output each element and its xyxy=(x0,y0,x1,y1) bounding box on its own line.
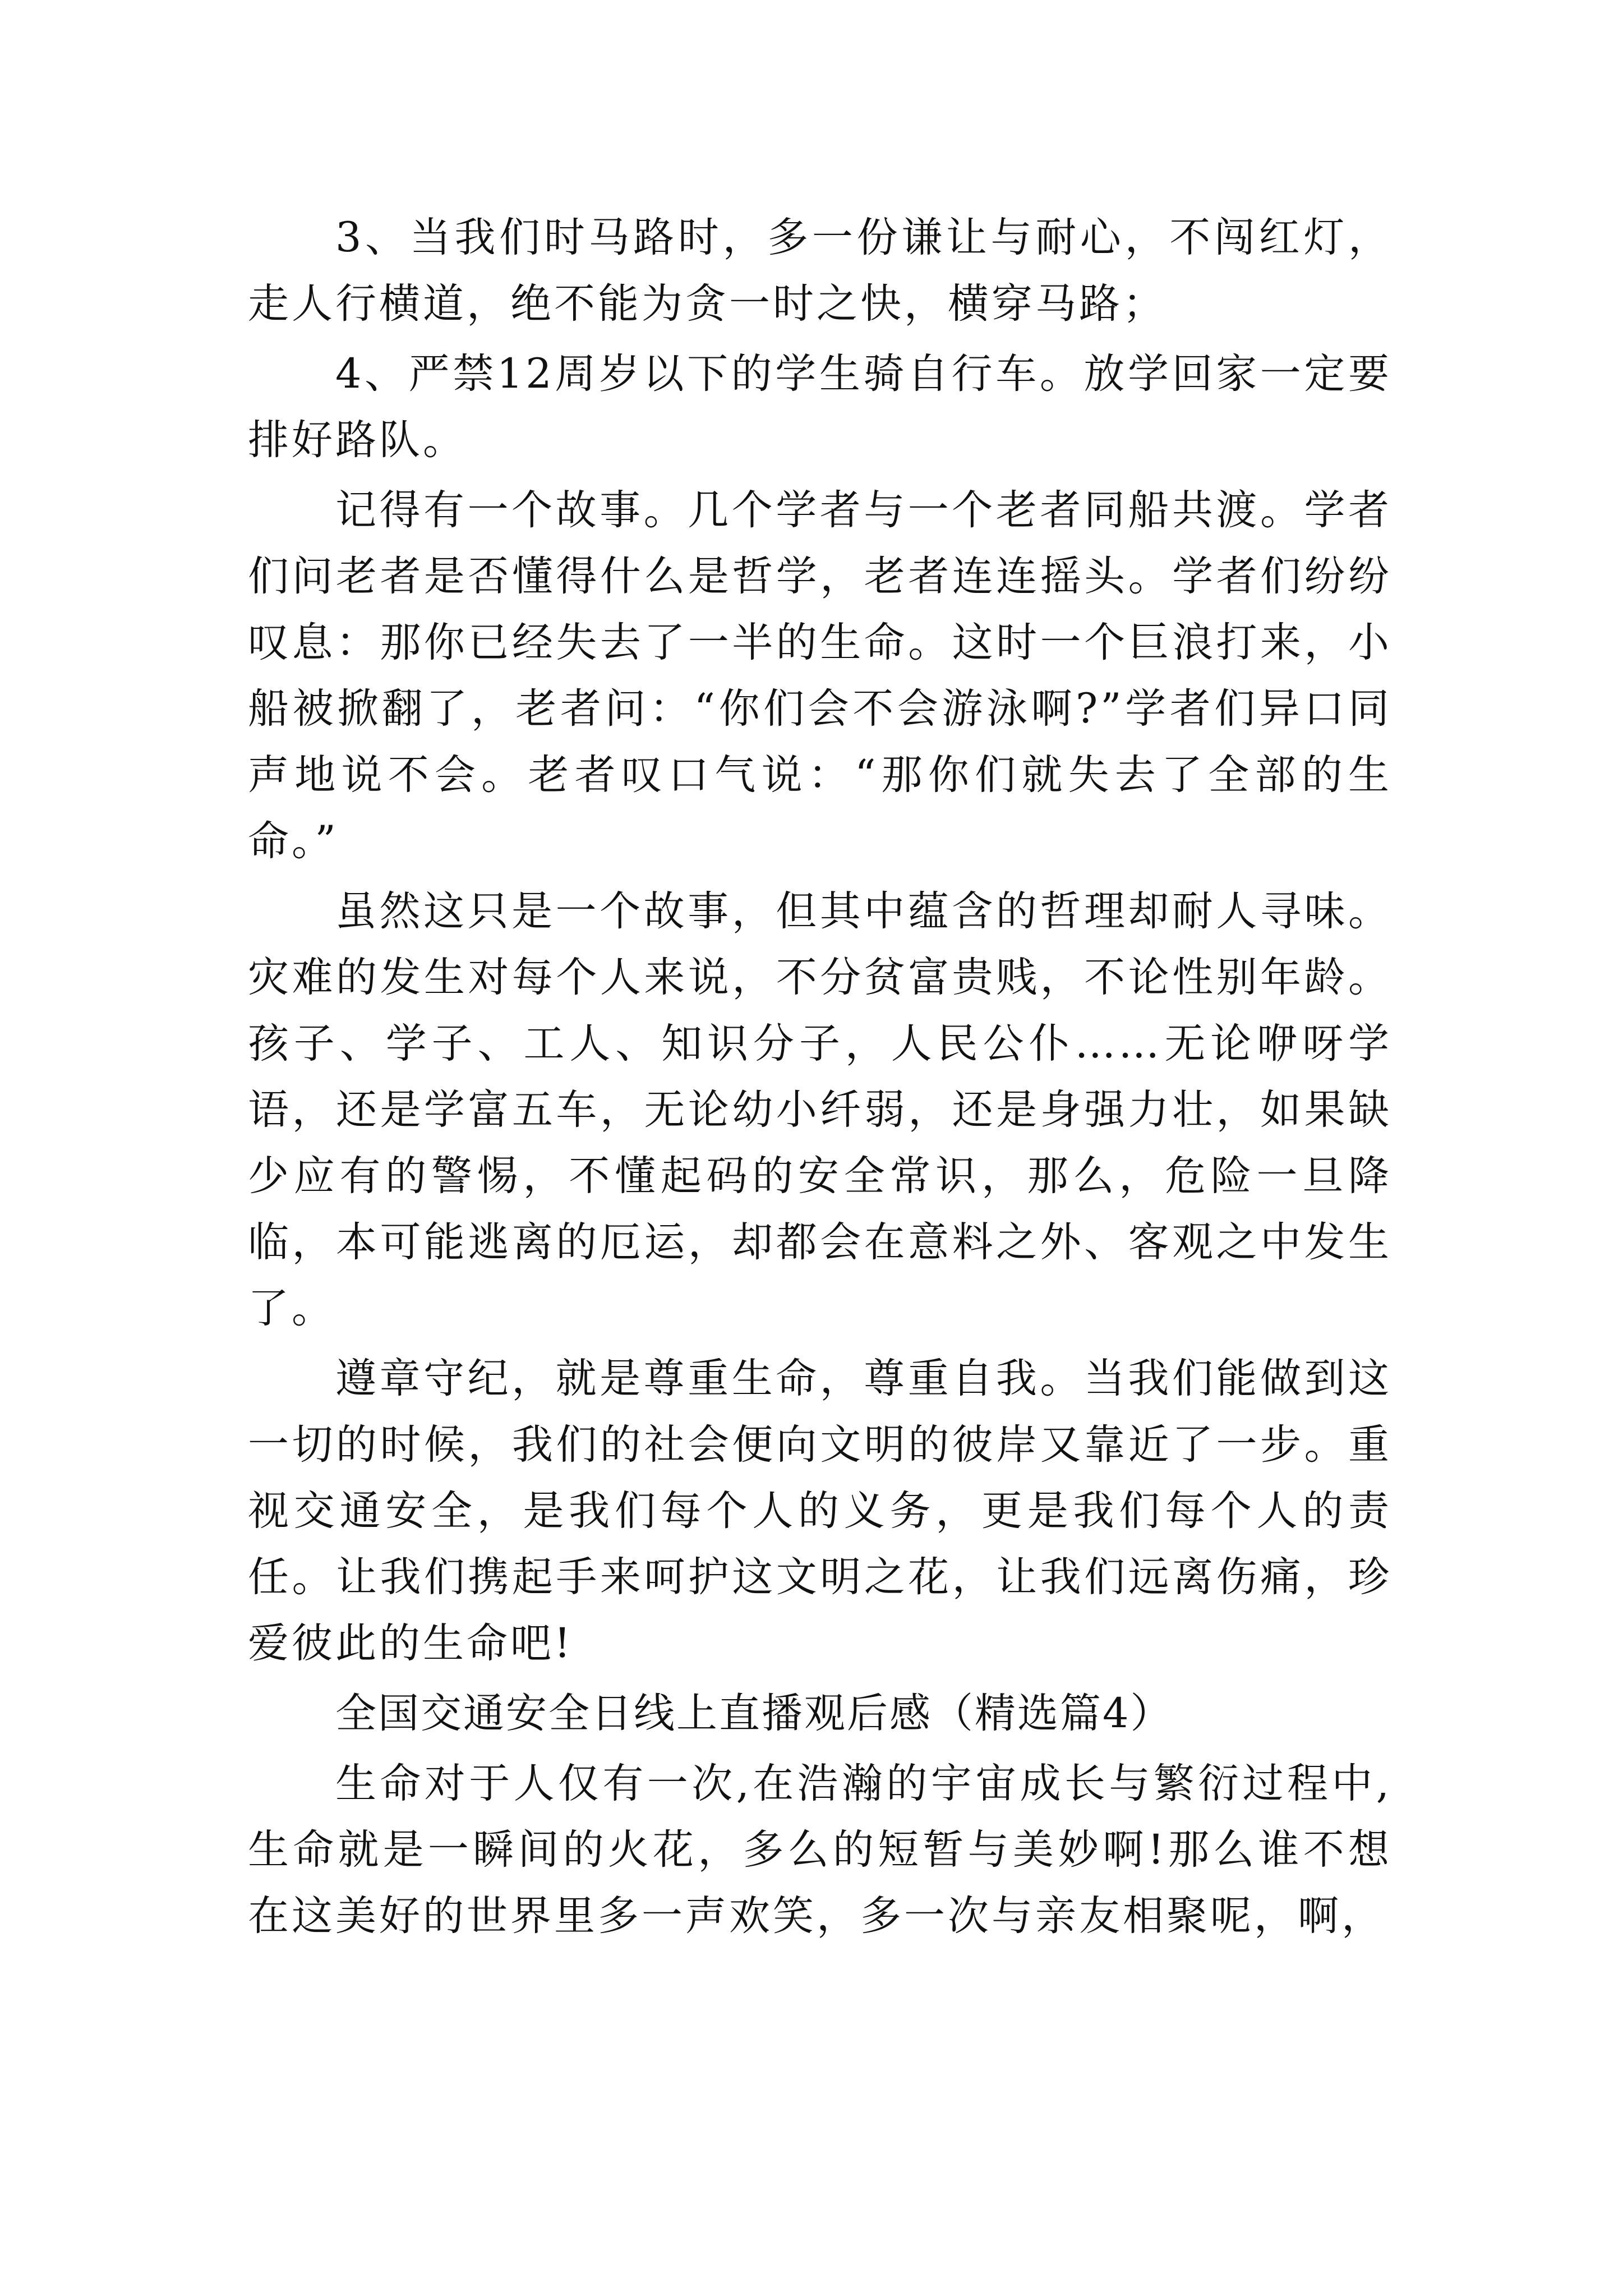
paragraph-rule-4: 4、严禁12周岁以下的学生骑自行车。放学回家一定要排好路队。 xyxy=(248,350,1392,464)
paragraph-story: 记得有一个故事。几个学者与一个老者同船共渡。学者们问老者是否懂得什么是哲学，老者连连摇头。学者们纷纷叹息：那你已经失去了一半的生命。这时一个巨浪打来，小船被掀翻了，老者问：“你们会不会游泳啊?”学者们异口同声地说不会。老者叹口气说：“那你们就失去了全部的生命。” xyxy=(248,486,1392,865)
paragraph-conclusion: 遵章守纪，就是尊重生命，尊重自我。当我们能做到这一切的时候，我们的社会便向文明的彼岸又靠近了一步。重视交通安全，是我们每个人的义务，更是我们每个人的责任。让我们携起手来呵护这文明之花，让我们远离伤痛，珍爱彼此的生命吧! xyxy=(248,1355,1392,1667)
document-body xyxy=(248,205,1392,1953)
paragraph-life: 生命对于人仅有一次,在浩瀚的宇宙成长与繁衍过程中,生命就是一瞬间的火花，多么的短暂与美妙啊!那么谁不想在这美好的世界里多一声欢笑，多一次与亲友相聚呢，啊， xyxy=(248,1760,1392,1940)
section-heading: 全国交通安全日线上直播观后感（精选篇4） xyxy=(335,1690,1173,1737)
paragraph-rule-3: 3、当我们时马路时，多一份谦让与耐心，不闯红灯，走人行横道，绝不能为贪一时之快，横穿马路； xyxy=(248,214,1392,328)
paragraph-reflection: 虽然这只是一个故事，但其中蕴含的哲理却耐人寻味。灾难的发生对每个人来说，不分贫富贵贱，不论性别年龄。孩子、学子、工人、知识分子，人民公仆……无论咿呀学语，还是学富五车，无论幼小纤弱，还是身强力壮，如果缺少应有的警惕，不懂起码的安全常识，那么，危险一旦降临，本可能逃离的厄运，却都会在意料之外、客观之中发生了。 xyxy=(248,887,1392,1332)
